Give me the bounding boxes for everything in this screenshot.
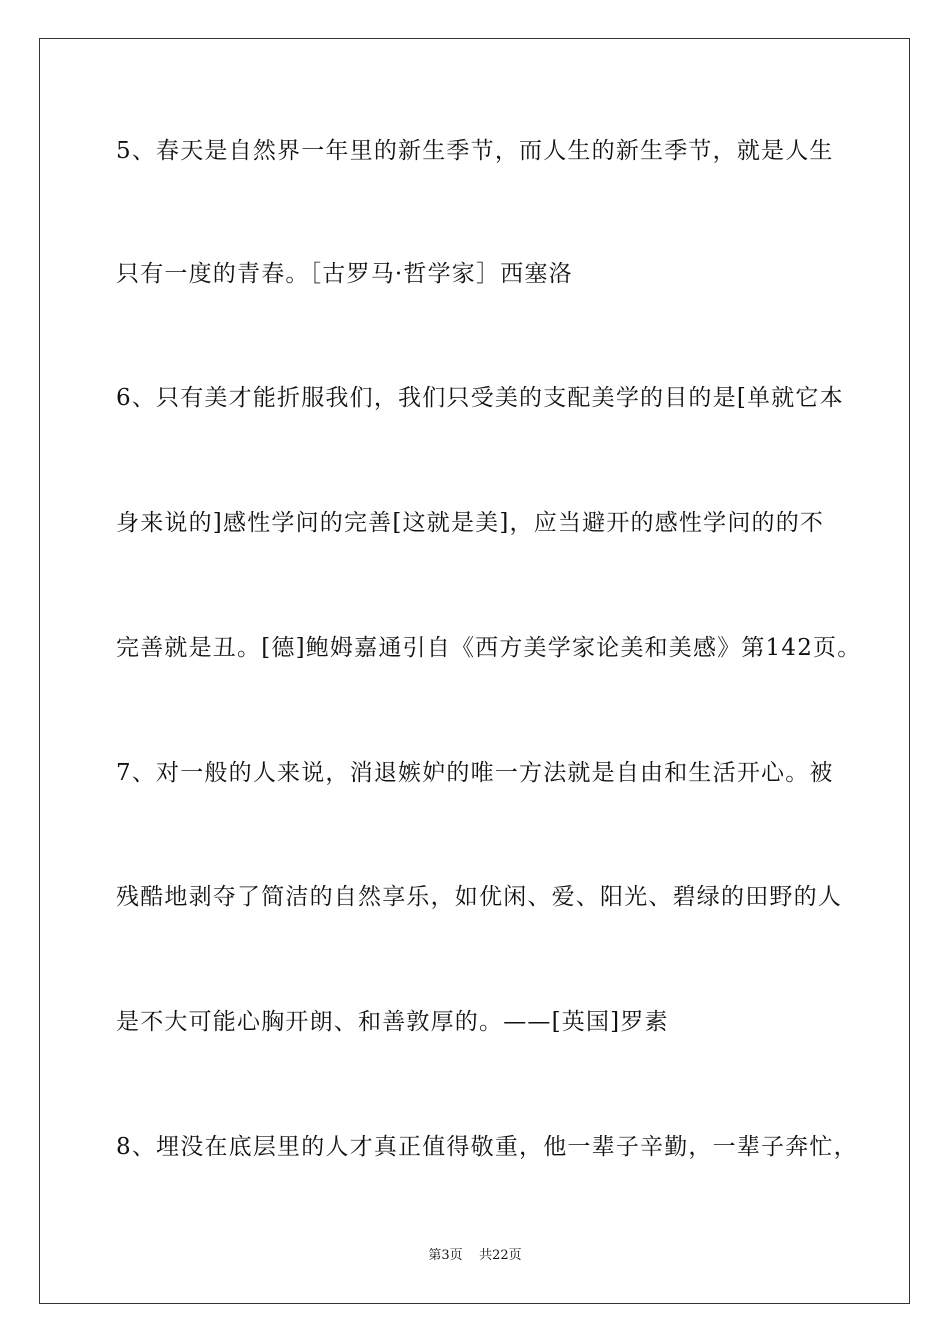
text-line-8: 是不大可能心胸开朗、和善敦厚的。——[英国]罗素 <box>116 1009 669 1035</box>
text-line-4: 身来说的]感性学问的完善[这就是美]，应当避开的感性学问的的不 <box>116 510 825 536</box>
page-footer <box>0 1247 950 1265</box>
text-line-2: 只有一度的青春。［古罗马·哲学家］西塞洛 <box>116 261 573 287</box>
text-line-6: 7、对一般的人来说，消退嫉妒的唯一方法就是自由和生活开心。被 <box>116 760 834 786</box>
text-line-1: 5、春天是自然界一年里的新生季节，而人生的新生季节，就是人生 <box>116 138 834 164</box>
text-line-9: 8、埋没在底层里的人才真正值得敬重，他一辈子辛勤，一辈子奔忙， <box>116 1134 858 1160</box>
page-number: 第3页 <box>428 1248 463 1263</box>
text-line-5: 完善就是丑。[德]鲍姆嘉通引自《西方美学家论美和美感》第142页。 <box>116 635 862 661</box>
page-border <box>39 38 910 1304</box>
page-total: 共22页 <box>479 1248 522 1263</box>
text-line-7: 残酷地剥夺了简洁的自然享乐，如优闲、爱、阳光、碧绿的田野的人 <box>116 884 842 910</box>
text-line-3: 6、只有美才能折服我们，我们只受美的支配美学的目的是[单就它本 <box>116 385 844 411</box>
